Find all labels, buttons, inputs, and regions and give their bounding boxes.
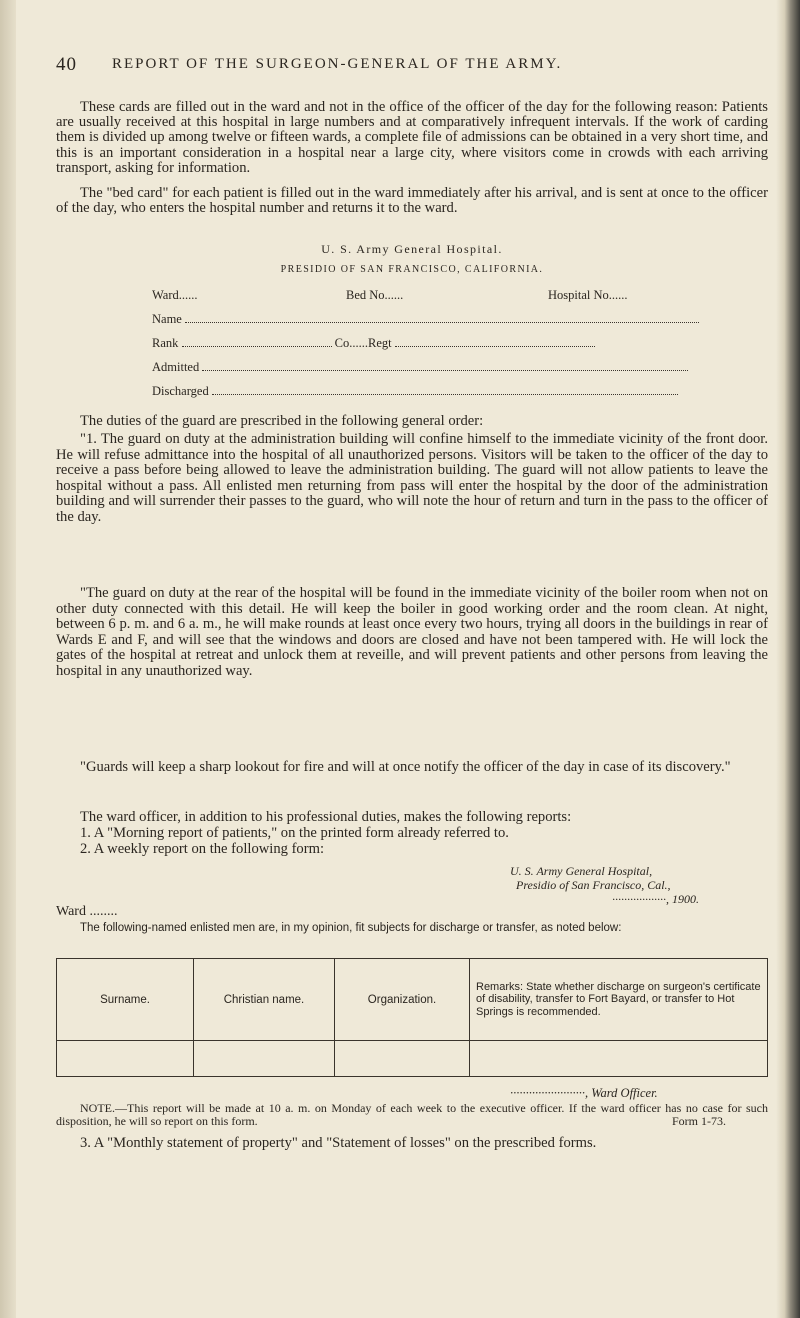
report-item-3: 3. A "Monthly statement of property" and "Statement of losses" on the prescribed forms.: [80, 1135, 597, 1151]
empty-cell-surname: [57, 1041, 194, 1077]
report-item-1: 1. A "Morning report of patients," on the printed form already referred to.: [80, 825, 509, 841]
page-number: 40: [56, 54, 77, 75]
page-binding-left: [0, 0, 16, 1318]
bed-card-title: U. S. Army General Hospital.: [321, 242, 503, 256]
bed-card-rank: Rank: [152, 336, 179, 350]
report-item-2: 2. A weekly report on the following form:: [80, 841, 324, 857]
bed-card-admitted: Admitted: [152, 360, 200, 374]
general-order-1: "1. The guard on duty at the administration building will confine himself to the immediate vicinity of the front door. He will refuse admittance into the hospital of all unauthorized persons. Visitors will be taken to the officer of the day to receive a pass before being allowed to leave the administration building. The guard will not allow patients to leave the hospital without a pass. All enlisted men returning from pass will enter the hospital by the door of the administration building and will surrender their passes to the guard, who will note the hour of return and turn in the pass to the officer of the day.: [56, 431, 768, 525]
running-head: REPORT OF THE SURGEON-GENERAL OF THE ARMY.: [112, 56, 563, 72]
weekly-form-intro: The following-named enlisted men are, in my opinion, fit subjects for discharge or transfer, as noted below:: [80, 922, 622, 934]
column-christian-name: Christian name.: [194, 959, 335, 1041]
weekly-report-header-row: [57, 959, 768, 1041]
bed-card-hospital-no: Hospital No......: [548, 288, 628, 302]
bed-card-co-regt: Co......Regt: [334, 336, 392, 350]
paragraph-guard-duties: The duties of the guard are prescribed in the following general order:: [80, 413, 484, 429]
column-organization: Organization.: [335, 959, 470, 1041]
weekly-form-hospital: U. S. Army General Hospital,: [510, 864, 653, 878]
bed-card-admitted-line: [202, 370, 688, 371]
bed-card-name-label: [152, 312, 699, 327]
weekly-report-table: [56, 958, 768, 1077]
bed-card-form: [56, 242, 768, 402]
ward-officer-signature: ························, Ward Officer.: [510, 1086, 658, 1100]
column-surname: Surname.: [57, 959, 194, 1041]
paragraph-bed-card: The "bed card" for each patient is filled out in the ward immediately after his arrival, and is sent at once to the officer of the day, who enters the hospital number and returns it to the ward.: [56, 185, 768, 217]
bed-card-rank-label: [152, 336, 595, 351]
bed-card-regt-line: [395, 346, 595, 347]
general-order-2: "The guard on duty at the rear of the hospital will be found in the immediate vicinity of the boiler room when not on other duty connected with this detail. He will keep the boiler in good working order and the room clean. At night, between 6 p. m. and 6 a. m., he will make rounds at least once every two hours, trying all doors in the buildings in rear of Wards E and F, and will see that the windows and doors are closed and have not been tampered with. He will lock the gates of the hospital at retreat and unlock them at reveille, and will prevent patients and other persons from leaving the hospital in any unauthorized way.: [56, 585, 768, 679]
bed-card-name: Name: [152, 312, 182, 326]
page-header: [56, 54, 768, 84]
bed-card-name-line: [185, 322, 699, 323]
bed-card-admitted-label: [152, 360, 688, 375]
weekly-form-date: ··················, 1900.: [612, 892, 699, 906]
bed-card-discharged: Discharged: [152, 384, 209, 398]
column-remarks: Remarks: State whether discharge on surgeon's certificate of disability, transfer to Fort Bayard, or transfer to Hot Springs is recommended.: [470, 959, 768, 1041]
bed-card-bed-no: Bed No......: [346, 288, 404, 302]
weekly-form-ward: Ward ........: [56, 904, 118, 919]
bed-card-discharged-label: [152, 384, 678, 399]
form-number: Form 1-73.: [672, 1114, 726, 1128]
bed-card-rank-line: [182, 346, 332, 347]
bed-card-discharged-line: [212, 394, 678, 395]
paragraph-ward-officer: The ward officer, in addition to his professional duties, makes the following reports:: [80, 809, 572, 825]
empty-cell-christian-name: [194, 1041, 335, 1077]
bed-card-ward: Ward......: [152, 288, 198, 302]
bed-card-subtitle: PRESIDIO OF SAN FRANCISCO, CALIFORNIA.: [280, 264, 544, 275]
empty-cell-remarks: [470, 1041, 768, 1077]
general-order-3: "Guards will keep a sharp lookout for fire and will at once notify the officer of the day in case of its discovery.": [80, 759, 731, 775]
weekly-report-note: NOTE.—This report will be made at 10 a. m. on Monday of each week to the executive officer. If the ward officer has no case for such disposition, he will so report on this form.: [56, 1101, 768, 1128]
weekly-report-empty-row: [57, 1041, 768, 1077]
page-binding-right: [776, 0, 800, 1318]
weekly-form-location: Presidio of San Francisco, Cal.,: [516, 878, 671, 892]
empty-cell-organization: [335, 1041, 470, 1077]
paragraph-card-reason: These cards are filled out in the ward and not in the office of the officer of the day for the following reason: Patients are usually received at this hospital in large numbers and at comparatively infrequent intervals. If the work of carding them is divided up among twelve or fifteen wards, a complete file of admissions can be obtained in a very short time, and this is an important consideration in a hospital near a large city, where visitors come in crowds with each arriving transport, asking for information.: [56, 99, 768, 176]
